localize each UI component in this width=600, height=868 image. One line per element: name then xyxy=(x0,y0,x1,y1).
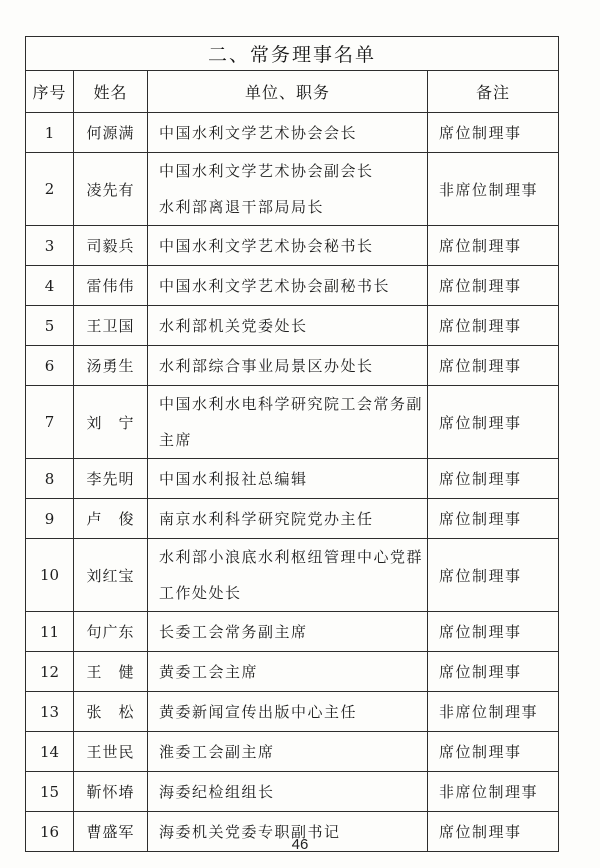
table-row xyxy=(26,386,559,459)
position-line: 南京水利科学研究院党办主任 xyxy=(159,509,374,528)
row-name: 汤勇生 xyxy=(74,346,148,386)
position-line: 工作处处长 xyxy=(159,584,242,602)
row-position xyxy=(148,226,428,266)
row-note: 席位制理事 xyxy=(428,226,559,266)
row-name: 凌先有 xyxy=(74,153,148,226)
row-name: 卢 俊 xyxy=(74,499,148,539)
table-row xyxy=(26,346,559,386)
column-header-name: 姓名 xyxy=(74,71,148,113)
position-line: 水利部机关党委处长 xyxy=(159,316,308,335)
table-row xyxy=(26,153,559,226)
row-name: 王 健 xyxy=(74,652,148,692)
row-note: 席位制理事 xyxy=(428,732,559,772)
row-seq: 9 xyxy=(26,499,74,539)
row-seq: 3 xyxy=(26,226,74,266)
table-row xyxy=(26,113,559,153)
row-note: 席位制理事 xyxy=(428,612,559,652)
table-title-row xyxy=(26,37,559,71)
table-row xyxy=(26,459,559,499)
row-position xyxy=(148,346,428,386)
row-name: 刘红宝 xyxy=(74,539,148,612)
row-note: 席位制理事 xyxy=(428,539,559,612)
position-line: 水利部综合事业局景区办处长 xyxy=(159,356,374,375)
position-line: 黄委新闻宣传出版中心主任 xyxy=(159,702,358,721)
column-header-note: 备注 xyxy=(428,71,559,113)
position-line: 水利部离退干部局局长 xyxy=(159,198,325,216)
row-note: 席位制理事 xyxy=(428,386,559,459)
position-line: 水利部小浪底水利枢纽管理中心党群 xyxy=(159,548,424,566)
position-line: 中国水利文学艺术协会秘书长 xyxy=(159,236,374,255)
row-name: 王卫国 xyxy=(74,306,148,346)
row-note: 席位制理事 xyxy=(428,652,559,692)
page-number: 46 xyxy=(291,836,309,853)
table-row xyxy=(26,692,559,732)
row-name: 靳怀堾 xyxy=(74,772,148,812)
table-title: 二、常务理事名单 xyxy=(26,37,559,71)
row-seq: 12 xyxy=(26,652,74,692)
row-name: 曹盛军 xyxy=(74,812,148,852)
row-note: 席位制理事 xyxy=(428,812,559,852)
row-position xyxy=(148,539,428,612)
position-line: 中国水利文学艺术协会副秘书长 xyxy=(159,276,391,295)
row-position xyxy=(148,652,428,692)
row-note: 席位制理事 xyxy=(428,266,559,306)
row-position xyxy=(148,772,428,812)
roster-table xyxy=(25,36,559,852)
row-position xyxy=(148,153,428,226)
position-line: 长委工会常务副主席 xyxy=(159,622,308,641)
row-seq: 2 xyxy=(26,153,74,226)
table-header-row xyxy=(26,71,559,113)
position-line: 中国水利文学艺术协会副会长 xyxy=(159,162,374,180)
position-line: 主席 xyxy=(159,431,193,449)
table-row xyxy=(26,732,559,772)
row-seq: 5 xyxy=(26,306,74,346)
row-position xyxy=(148,266,428,306)
row-note: 非席位制理事 xyxy=(428,153,559,226)
position-line: 黄委工会主席 xyxy=(159,662,259,681)
row-position xyxy=(148,732,428,772)
row-name: 雷伟伟 xyxy=(74,266,148,306)
column-header-seq: 序号 xyxy=(26,71,74,113)
row-seq: 1 xyxy=(26,113,74,153)
row-position xyxy=(148,692,428,732)
row-position xyxy=(148,113,428,153)
row-name: 司毅兵 xyxy=(74,226,148,266)
row-note: 席位制理事 xyxy=(428,459,559,499)
row-seq: 10 xyxy=(26,539,74,612)
row-note: 席位制理事 xyxy=(428,306,559,346)
table-row xyxy=(26,266,559,306)
position-line: 中国水利报社总编辑 xyxy=(159,469,308,488)
row-name: 刘 宁 xyxy=(74,386,148,459)
row-position xyxy=(148,612,428,652)
row-seq: 7 xyxy=(26,386,74,459)
table-row xyxy=(26,652,559,692)
row-seq: 13 xyxy=(26,692,74,732)
row-position xyxy=(148,459,428,499)
table-row xyxy=(26,772,559,812)
row-note: 席位制理事 xyxy=(428,113,559,153)
row-name: 句广东 xyxy=(74,612,148,652)
table-body xyxy=(26,113,559,852)
table-row xyxy=(26,612,559,652)
row-seq: 14 xyxy=(26,732,74,772)
column-header-position: 单位、职务 xyxy=(148,71,428,113)
row-note: 席位制理事 xyxy=(428,499,559,539)
row-position xyxy=(148,386,428,459)
row-name: 王世民 xyxy=(74,732,148,772)
row-note: 非席位制理事 xyxy=(428,692,559,732)
table-row xyxy=(26,306,559,346)
table-row xyxy=(26,499,559,539)
position-line: 海委纪检组组长 xyxy=(159,782,275,801)
row-position xyxy=(148,306,428,346)
position-line: 中国水利文学艺术协会会长 xyxy=(159,123,358,142)
row-name: 李先明 xyxy=(74,459,148,499)
position-line: 海委机关党委专职副书记 xyxy=(159,822,341,841)
row-name: 张 松 xyxy=(74,692,148,732)
row-note: 非席位制理事 xyxy=(428,772,559,812)
position-line: 中国水利水电科学研究院工会常务副 xyxy=(159,395,424,413)
row-name: 何源满 xyxy=(74,113,148,153)
row-seq: 6 xyxy=(26,346,74,386)
row-seq: 8 xyxy=(26,459,74,499)
position-line: 淮委工会副主席 xyxy=(159,742,275,761)
table-row xyxy=(26,226,559,266)
row-position xyxy=(148,499,428,539)
table-row xyxy=(26,539,559,612)
row-seq: 11 xyxy=(26,612,74,652)
row-seq: 16 xyxy=(26,812,74,852)
row-seq: 4 xyxy=(26,266,74,306)
row-seq: 15 xyxy=(26,772,74,812)
row-note: 席位制理事 xyxy=(428,346,559,386)
